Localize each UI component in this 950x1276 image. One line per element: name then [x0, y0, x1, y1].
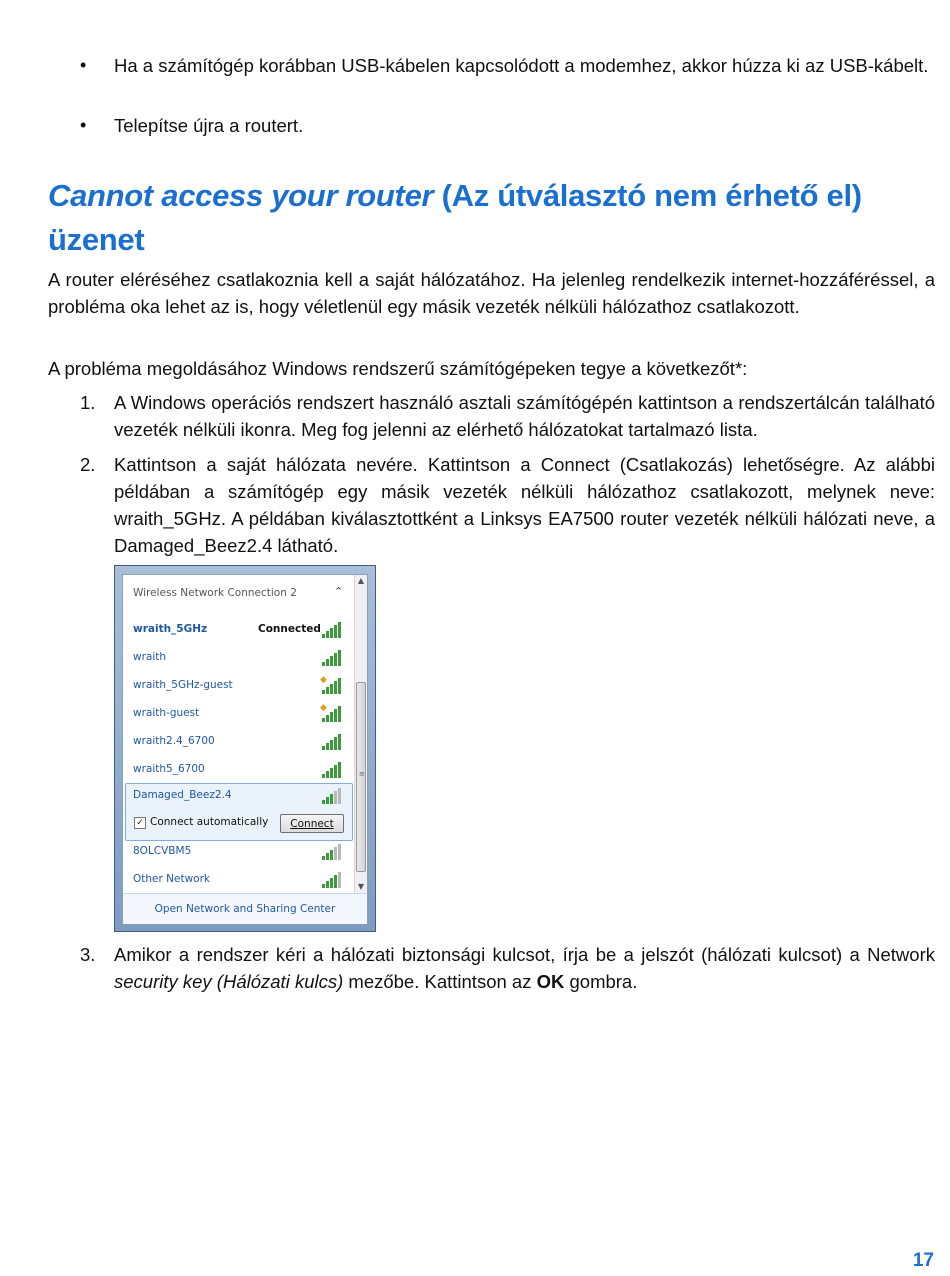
instruction-paragraph: A probléma megoldásához Windows rendszerű számítógépeken tegye a következőt*: [48, 358, 748, 379]
signal-strength-icon [322, 842, 344, 860]
network-item[interactable] [123, 701, 355, 727]
network-name: wraith_5GHz [133, 623, 208, 635]
signal-bar [334, 625, 337, 638]
signal-bar [322, 856, 325, 860]
network-item[interactable] [123, 839, 355, 865]
bullet-marker: • [80, 55, 87, 75]
scroll-thumb[interactable] [356, 682, 366, 872]
signal-bar [334, 765, 337, 778]
signal-bar [330, 740, 333, 750]
popup-panel [122, 574, 368, 924]
signal-bar [326, 853, 329, 860]
signal-strength-icon [322, 676, 344, 694]
signal-bar [338, 734, 341, 750]
grip-icon: ≡ [359, 770, 365, 778]
network-name: wraith-guest [133, 707, 200, 719]
heading-rest: (Az útválasztó nem érhető el) üzenet [48, 178, 862, 257]
signal-bar [322, 800, 325, 804]
signal-bar [326, 687, 329, 694]
wireless-network-popup [114, 565, 376, 932]
signal-bar [330, 850, 333, 860]
signal-bar [330, 794, 333, 804]
step-number: 2. [80, 454, 96, 475]
signal-bar [334, 709, 337, 722]
signal-bar [322, 718, 325, 722]
signal-bar [338, 762, 341, 778]
connect-automatically-label: Connect automatically [150, 816, 269, 828]
signal-bar [334, 737, 337, 750]
network-name: wraith_5GHz-guest [133, 679, 233, 691]
signal-bar [322, 774, 325, 778]
signal-bar [330, 878, 333, 888]
signal-bar [330, 656, 333, 666]
network-item[interactable] [123, 783, 355, 809]
security-warning-icon: ◆ [320, 703, 327, 713]
signal-strength-icon [322, 648, 344, 666]
signal-strength-icon [322, 870, 344, 888]
network-status: Connected [258, 623, 321, 635]
signal-bar [326, 715, 329, 722]
step-text-bold: OK [536, 971, 565, 992]
signal-bar [338, 706, 341, 722]
network-name: Other Network [133, 873, 210, 885]
signal-bar [330, 684, 333, 694]
signal-bar [326, 797, 329, 804]
signal-strength-icon [322, 620, 344, 638]
connection-group-title: Wireless Network Connection 2 [133, 587, 297, 599]
network-item[interactable] [123, 757, 355, 783]
signal-bar [326, 631, 329, 638]
signal-bar [334, 681, 337, 694]
signal-bar [338, 622, 341, 638]
signal-bar [322, 746, 325, 750]
bullet-item: Ha a számítógép korábban USB-kábelen kapcsolódott a modemhez, akkor húzza ki az USB-kábelt. [114, 55, 929, 76]
step-text-part: gombra. [564, 971, 638, 992]
scroll-up-icon[interactable]: ▲ [357, 576, 365, 585]
step-text: A Windows operációs rendszert használó asztali számítógépén kattintson a rendszertálcán található vezeték nélküli ikonra. Meg fog jelenni az elérhető hálózatokat tartalmazó lista. [114, 392, 935, 440]
signal-bar [338, 678, 341, 694]
bullet-marker: • [80, 115, 87, 135]
signal-bar [338, 872, 341, 888]
signal-bar [322, 690, 325, 694]
signal-bar [326, 659, 329, 666]
signal-bar [330, 712, 333, 722]
connect-button-label: Connect [290, 818, 334, 830]
network-item[interactable] [123, 673, 355, 699]
signal-strength-icon [322, 704, 344, 722]
scrollbar[interactable] [354, 575, 367, 893]
network-list [123, 575, 355, 893]
step-text: Kattintson a saját hálózata nevére. Kattintson a Connect (Csatlakozás) lehetőségre. Az alábbi példában a számítógép egy másik vezeték nélküli hálózathoz csatlakozott, melynek neve: wraith_5GHz. A példában kiválasztottként a Linksys EA7500 router vezeték nélküli hálózati neve, a Damaged_Beez2.4 látható. [114, 454, 935, 556]
step-text-italic: security key (Hálózati kulcs) [114, 971, 344, 992]
bullet-item: Telepítse újra a routert. [114, 115, 304, 136]
signal-strength-icon [322, 760, 344, 778]
network-item[interactable] [123, 645, 355, 671]
network-name: 8OLCVBM5 [133, 845, 192, 857]
signal-bar [326, 771, 329, 778]
network-item[interactable] [123, 729, 355, 755]
connect-button[interactable] [280, 814, 344, 833]
network-item[interactable] [123, 617, 355, 643]
security-warning-icon: ◆ [320, 675, 327, 685]
signal-bar [334, 653, 337, 666]
signal-bar [326, 881, 329, 888]
signal-bar [322, 884, 325, 888]
signal-bar [338, 788, 341, 804]
signal-bar [334, 847, 337, 860]
signal-strength-icon [322, 732, 344, 750]
intro-paragraph: A router eléréséhez csatlakoznia kell a saját hálózatához. Ha jelenleg rendelkezik internet-hozzáféréssel, a probléma oka lehet az is, hogy véletlenül egy másik vezeték nélküli hálózathoz csatlakozott. [48, 269, 935, 317]
signal-bar [334, 875, 337, 888]
network-name: wraith5_6700 [133, 763, 205, 775]
signal-bar [326, 743, 329, 750]
page-number: 17 [912, 1250, 934, 1271]
open-network-sharing-center-link[interactable]: Open Network and Sharing Center [123, 893, 367, 924]
connection-group-header[interactable] [123, 585, 355, 603]
network-name: wraith [133, 651, 167, 663]
step-number: 3. [80, 944, 96, 965]
step-text-part: Amikor a rendszer kéri a hálózati biztonsági kulcsot, írja be a jelszót (hálózati kulcsot) a Network [114, 944, 935, 965]
section-heading [48, 174, 928, 262]
network-name: wraith2.4_6700 [133, 735, 215, 747]
network-name: Damaged_Beez2.4 [133, 789, 232, 801]
signal-bar [338, 650, 341, 666]
step-text [114, 941, 935, 995]
signal-bar [322, 634, 325, 638]
signal-bar [334, 791, 337, 804]
network-item[interactable] [123, 867, 355, 893]
signal-bar [330, 628, 333, 638]
chevron-up-icon[interactable]: ⌃ [334, 585, 344, 598]
connect-automatically-checkbox[interactable]: ✓ [134, 817, 146, 829]
signal-bar [322, 662, 325, 666]
step-text-part: mezőbe. Kattintson az [343, 971, 537, 992]
step-number: 1. [80, 392, 96, 413]
signal-strength-icon [322, 786, 344, 804]
signal-bar [338, 844, 341, 860]
scroll-down-icon[interactable]: ▼ [357, 882, 365, 891]
signal-bar [330, 768, 333, 778]
heading-italic: Cannot access your router [48, 178, 434, 213]
